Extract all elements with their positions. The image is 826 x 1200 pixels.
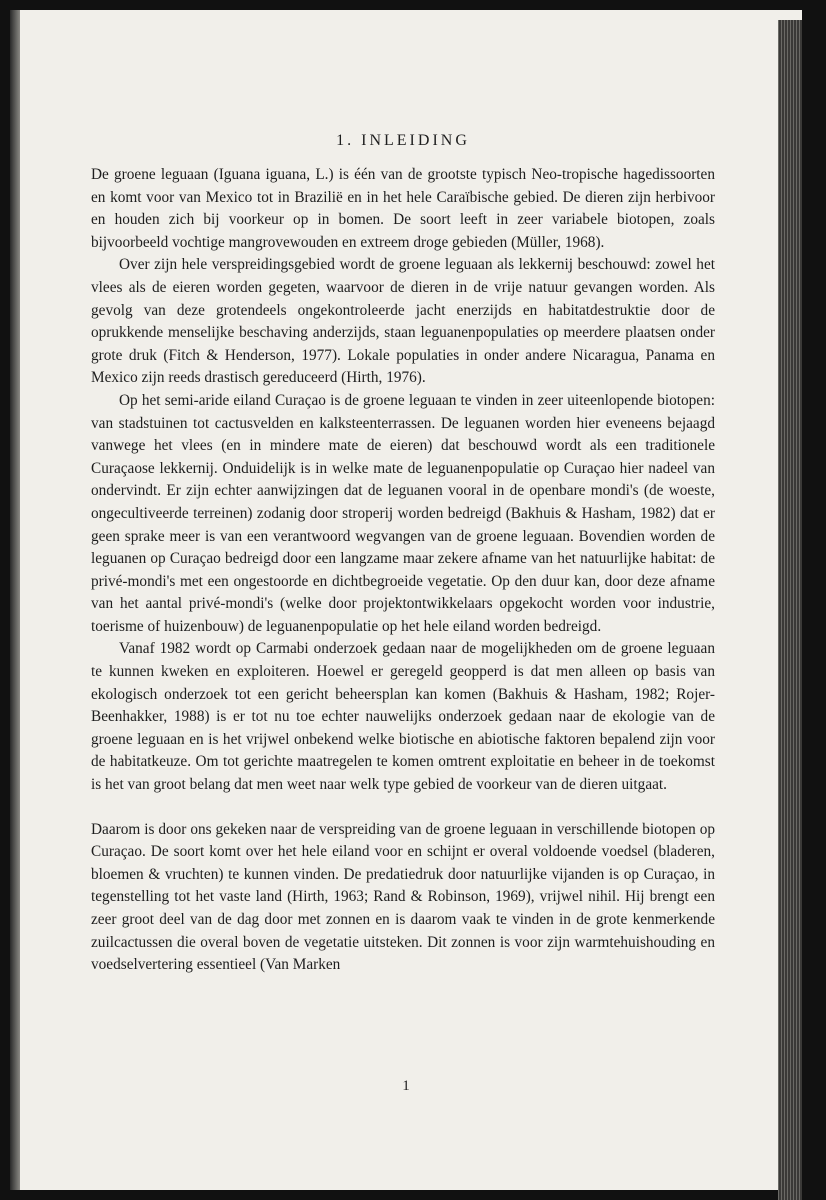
page: [10, 10, 802, 1190]
paragraph-1: De groene leguaan (Iguana iguana, L.) is één van de grootste typisch Neo-tropische hagedissoorten en komt voor van Mexico tot in Brazilië en in het hele Caraïbische gebied. De dieren zijn herbivoor en houden zich bij voorkeur op in bomen. De soort leeft in zeer variabele biotopen, zoals bijvoorbeeld vochtige mangrovewouden en extreem droge gebieden (Müller, 1968).: [91, 166, 715, 251]
paragraph-5: Daarom is door ons gekeken naar de verspreiding van de groene leguaan in verschillende biotopen op Curaçao. De soort komt over het hele eiland voor en schijnt er overal voldoende voedsel (bladeren, bloemen & vruchten) te kunnen vinden. De predatiedruk door natuurlijke vijanden is op Curaçao, in tegenstelling tot het vaste land (Hirth, 1963; Rand & Robinson, 1969), vrijwel nihil. Hij brengt een zeer groot deel van de dag door met zonnen en is daarom vaak te vinden in de grote kenmerkende zuilcactussen die overal boven de vegetatie uitsteken. Dit zonnen is voor zijn warmtehuishouding en voedselvertering essentieel (Van Marken: [91, 820, 715, 974]
book-binding: [10, 10, 20, 1190]
page-title: 1. INLEIDING: [336, 132, 470, 149]
paragraph-3: Op het semi-aride eiland Curaçao is de groene leguaan te vinden in zeer uiteenlopende biotopen: van stadstuinen tot cactusvelden en kalksteenterrassen. De leguanen worden hier eveneens bejaagd vanwege het vlees (en in mindere mate de eieren) dat beschouwd wordt als een traditionele Curaçaose lekkernij. Onduidelijk is in welke mate de leguanenpopulatie op Curaçao hier nadeel van ondervindt. Er zijn echter aanwijzingen dat de leguanen vooral in de openbare mondi's (de woeste, ongecultiveerde terreinen) zodanig door stroperij worden bedreigd (Bakhuis & Hasham, 1982) dat er geen sprake meer is van een verantwoord wegvangen van de groene leguaan. Bovendien worden de leguanen op Curaçao bedreigd door een langzame maar zekere afname van het natuurlijke habitat: de privé-mondi's met een ongestoorde en dichtbegroeide vegetatie. Op den duur kan, door deze afname van het aantal privé-mondi's (welke door projektontwikkelaars opgekocht worden voor industrie, toerisme of huizenbouw) de leguanenpopulatie op het hele eiland worden bedreigd.: [91, 391, 715, 635]
paragraph-2: Over zijn hele verspreidingsgebied wordt de groene leguaan als lekkernij beschouwd: zowel het vlees als de eieren worden gegeten, waarvoor de dieren in de vrije natuur gevangen worden. Als gevolg van deze grotendeels ongekontroleerde jacht enerzijds en habitatdestruktie door de oprukkende menselijke beschaving anderzijds, staan leguanenpopulaties op meerdere plaatsen onder grote druk (Fitch & Henderson, 1977). Lokale populaties in onder andere Nicaragua, Panama en Mexico zijn reeds drastisch gereduceerd (Hirth, 1976).: [91, 256, 715, 387]
page-number: 1: [402, 1078, 410, 1094]
paragraph-4: Vanaf 1982 wordt op Carmabi onderzoek gedaan naar de mogelijkheden om de groene leguaan te kunnen kweken en exploiteren. Hoewel er geregeld geopperd is dat men alleen op basis van ekologisch onderzoek tot een gericht beheersplan kan komen (Bakhuis & Hasham, 1982; Rojer-Beenhakker, 1988) is er tot nu toe echter nauwelijks onderzoek gedaan naar de ekologie van de groene leguaan en is het vrijwel onbekend welke biotische en abiotische faktoren bepalend zijn voor de habitatkeuze. Om tot gerichte maatregelen te komen omtrent exploitatie en beheer in de toekomst is het van groot belang dat men weet naar welk type gebied de voorkeur van de dieren uitgaat.: [91, 640, 715, 794]
page-edges: [778, 20, 802, 1200]
page-content: [91, 132, 715, 977]
